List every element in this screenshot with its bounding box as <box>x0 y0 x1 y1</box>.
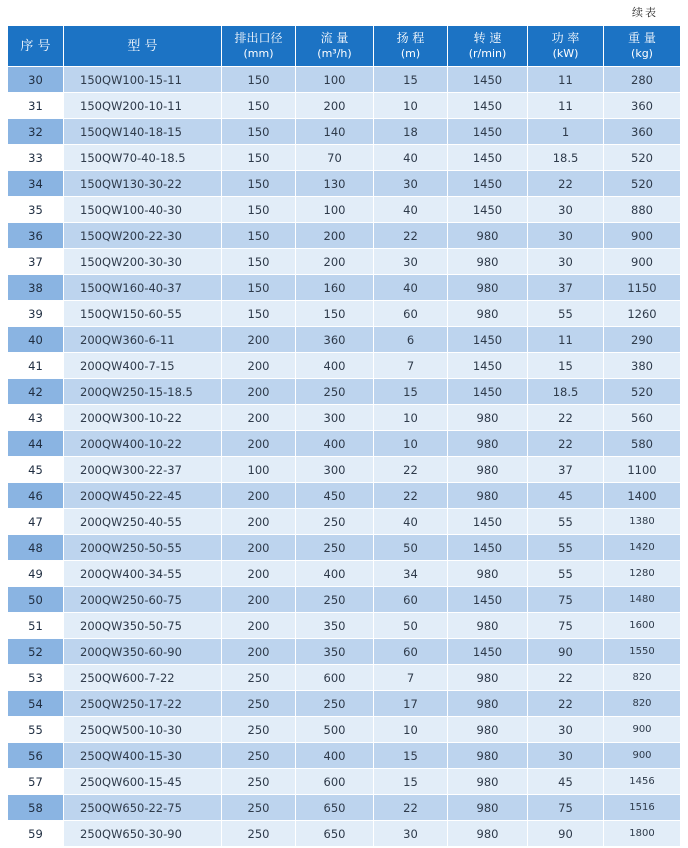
cell-outlet-diameter: 100 <box>222 457 296 483</box>
cell-flow: 150 <box>296 301 374 327</box>
table-row <box>8 327 680 353</box>
cell-power: 22 <box>528 665 604 691</box>
cell-power: 30 <box>528 249 604 275</box>
cell-flow: 200 <box>296 93 374 119</box>
cell-weight: 1480 <box>604 587 680 613</box>
cell-flow: 250 <box>296 691 374 717</box>
cell-speed: 980 <box>448 613 528 639</box>
cell-power: 30 <box>528 197 604 223</box>
cell-head: 30 <box>374 249 448 275</box>
cell-speed: 980 <box>448 275 528 301</box>
table-row <box>8 223 680 249</box>
cell-head: 40 <box>374 275 448 301</box>
header-model: 型 号 <box>64 26 222 67</box>
cell-outlet-diameter: 150 <box>222 223 296 249</box>
cell-index: 55 <box>8 717 64 743</box>
cell-speed: 980 <box>448 431 528 457</box>
cell-flow: 140 <box>296 119 374 145</box>
cell-index: 59 <box>8 821 64 847</box>
cell-flow: 200 <box>296 223 374 249</box>
cell-flow: 250 <box>296 509 374 535</box>
cell-outlet-diameter: 150 <box>222 197 296 223</box>
cell-outlet-diameter: 200 <box>222 535 296 561</box>
cell-index: 53 <box>8 665 64 691</box>
cell-weight: 1280 <box>604 561 680 587</box>
table-row <box>8 821 680 847</box>
cell-outlet-diameter: 250 <box>222 665 296 691</box>
cell-head: 60 <box>374 639 448 665</box>
cell-weight: 880 <box>604 197 680 223</box>
cell-power: 22 <box>528 405 604 431</box>
cell-speed: 980 <box>448 483 528 509</box>
cell-head: 40 <box>374 197 448 223</box>
cell-head: 7 <box>374 665 448 691</box>
cell-weight: 560 <box>604 405 680 431</box>
cell-model: 150QW130-30-22 <box>64 171 222 197</box>
header-flow: 流 量 (m³/h) <box>296 26 374 67</box>
cell-power: 30 <box>528 717 604 743</box>
table-row <box>8 743 680 769</box>
cell-power: 11 <box>528 327 604 353</box>
cell-outlet-diameter: 200 <box>222 327 296 353</box>
cell-speed: 1450 <box>448 145 528 171</box>
cell-model: 250QW650-30-90 <box>64 821 222 847</box>
cell-speed: 1450 <box>448 379 528 405</box>
cell-head: 15 <box>374 769 448 795</box>
cell-model: 150QW200-10-11 <box>64 93 222 119</box>
cell-flow: 250 <box>296 379 374 405</box>
cell-power: 75 <box>528 613 604 639</box>
cell-outlet-diameter: 200 <box>222 587 296 613</box>
cell-power: 75 <box>528 795 604 821</box>
cell-flow: 200 <box>296 249 374 275</box>
cell-weight: 360 <box>604 93 680 119</box>
cell-head: 10 <box>374 405 448 431</box>
table-row <box>8 483 680 509</box>
cell-weight: 360 <box>604 119 680 145</box>
cell-index: 38 <box>8 275 64 301</box>
cell-model: 250QW600-7-22 <box>64 665 222 691</box>
cell-flow: 70 <box>296 145 374 171</box>
cell-outlet-diameter: 200 <box>222 405 296 431</box>
table-row <box>8 249 680 275</box>
cell-index: 57 <box>8 769 64 795</box>
cell-model: 250QW600-15-45 <box>64 769 222 795</box>
cell-outlet-diameter: 200 <box>222 561 296 587</box>
cell-power: 37 <box>528 275 604 301</box>
cell-outlet-diameter: 250 <box>222 743 296 769</box>
cell-speed: 980 <box>448 457 528 483</box>
cell-model: 250QW250-17-22 <box>64 691 222 717</box>
cell-model: 200QW400-34-55 <box>64 561 222 587</box>
cell-index: 44 <box>8 431 64 457</box>
cell-flow: 400 <box>296 743 374 769</box>
cell-power: 1 <box>528 119 604 145</box>
table-row <box>8 431 680 457</box>
cell-model: 150QW100-15-11 <box>64 67 222 93</box>
cell-index: 49 <box>8 561 64 587</box>
cell-weight: 290 <box>604 327 680 353</box>
cell-index: 46 <box>8 483 64 509</box>
cell-outlet-diameter: 200 <box>222 353 296 379</box>
cell-weight: 820 <box>604 665 680 691</box>
cell-weight: 1150 <box>604 275 680 301</box>
cell-head: 60 <box>374 301 448 327</box>
cell-power: 15 <box>528 353 604 379</box>
table-row <box>8 535 680 561</box>
cell-index: 54 <box>8 691 64 717</box>
cell-model: 200QW400-7-15 <box>64 353 222 379</box>
table-row <box>8 457 680 483</box>
cell-index: 36 <box>8 223 64 249</box>
cell-speed: 980 <box>448 795 528 821</box>
table-row <box>8 145 680 171</box>
cell-head: 15 <box>374 379 448 405</box>
cell-outlet-diameter: 150 <box>222 67 296 93</box>
cell-index: 52 <box>8 639 64 665</box>
cell-flow: 160 <box>296 275 374 301</box>
cell-head: 34 <box>374 561 448 587</box>
table-row <box>8 691 680 717</box>
cell-weight: 1550 <box>604 639 680 665</box>
cell-model: 200QW360-6-11 <box>64 327 222 353</box>
cell-outlet-diameter: 250 <box>222 691 296 717</box>
cell-outlet-diameter: 250 <box>222 795 296 821</box>
cell-model: 200QW350-50-75 <box>64 613 222 639</box>
cell-weight: 1380 <box>604 509 680 535</box>
cell-flow: 350 <box>296 613 374 639</box>
cell-outlet-diameter: 200 <box>222 483 296 509</box>
cell-flow: 400 <box>296 561 374 587</box>
table-row <box>8 301 680 327</box>
cell-power: 11 <box>528 67 604 93</box>
cell-model: 200QW250-50-55 <box>64 535 222 561</box>
cell-speed: 1450 <box>448 327 528 353</box>
cell-outlet-diameter: 250 <box>222 821 296 847</box>
cell-speed: 1450 <box>448 171 528 197</box>
cell-speed: 980 <box>448 665 528 691</box>
cell-index: 35 <box>8 197 64 223</box>
cell-outlet-diameter: 250 <box>222 769 296 795</box>
cell-power: 22 <box>528 171 604 197</box>
cell-index: 31 <box>8 93 64 119</box>
cell-index: 56 <box>8 743 64 769</box>
cell-speed: 980 <box>448 249 528 275</box>
cell-outlet-diameter: 150 <box>222 171 296 197</box>
cell-weight: 900 <box>604 249 680 275</box>
cell-head: 22 <box>374 223 448 249</box>
cell-model: 150QW200-22-30 <box>64 223 222 249</box>
cell-flow: 650 <box>296 821 374 847</box>
cell-flow: 250 <box>296 587 374 613</box>
cell-power: 55 <box>528 509 604 535</box>
cell-head: 60 <box>374 587 448 613</box>
cell-outlet-diameter: 250 <box>222 717 296 743</box>
cell-model: 150QW100-40-30 <box>64 197 222 223</box>
cell-head: 10 <box>374 93 448 119</box>
cell-model: 150QW150-60-55 <box>64 301 222 327</box>
cell-power: 30 <box>528 743 604 769</box>
cell-head: 40 <box>374 509 448 535</box>
cell-index: 39 <box>8 301 64 327</box>
cell-index: 47 <box>8 509 64 535</box>
cell-index: 51 <box>8 613 64 639</box>
cell-model: 250QW650-22-75 <box>64 795 222 821</box>
cell-power: 90 <box>528 821 604 847</box>
cell-head: 10 <box>374 431 448 457</box>
cell-index: 33 <box>8 145 64 171</box>
cell-speed: 1450 <box>448 67 528 93</box>
cell-flow: 300 <box>296 405 374 431</box>
cell-weight: 900 <box>604 717 680 743</box>
cell-model: 200QW250-15-18.5 <box>64 379 222 405</box>
cell-speed: 1450 <box>448 587 528 613</box>
cell-outlet-diameter: 200 <box>222 379 296 405</box>
cell-weight: 380 <box>604 353 680 379</box>
table-row <box>8 509 680 535</box>
cell-index: 30 <box>8 67 64 93</box>
cell-power: 18.5 <box>528 379 604 405</box>
cell-outlet-diameter: 150 <box>222 301 296 327</box>
cell-model: 200QW350-60-90 <box>64 639 222 665</box>
cell-weight: 820 <box>604 691 680 717</box>
cell-weight: 520 <box>604 145 680 171</box>
cell-model: 200QW300-10-22 <box>64 405 222 431</box>
cell-outlet-diameter: 150 <box>222 119 296 145</box>
cell-speed: 1450 <box>448 197 528 223</box>
cell-weight: 580 <box>604 431 680 457</box>
cell-model: 200QW250-60-75 <box>64 587 222 613</box>
cell-flow: 500 <box>296 717 374 743</box>
cell-weight: 1600 <box>604 613 680 639</box>
pump-spec-table <box>8 26 680 847</box>
cell-flow: 400 <box>296 353 374 379</box>
header-index: 序 号 <box>8 26 64 67</box>
table-row <box>8 119 680 145</box>
table-header-row <box>8 26 680 67</box>
cell-speed: 980 <box>448 769 528 795</box>
cell-model: 150QW160-40-37 <box>64 275 222 301</box>
cell-flow: 300 <box>296 457 374 483</box>
cell-weight: 1516 <box>604 795 680 821</box>
table-row <box>8 665 680 691</box>
cell-speed: 980 <box>448 691 528 717</box>
cell-head: 7 <box>374 353 448 379</box>
cell-index: 45 <box>8 457 64 483</box>
cell-weight: 1800 <box>604 821 680 847</box>
cell-model: 150QW140-18-15 <box>64 119 222 145</box>
cell-outlet-diameter: 200 <box>222 431 296 457</box>
cell-speed: 1450 <box>448 93 528 119</box>
cell-head: 17 <box>374 691 448 717</box>
cell-speed: 980 <box>448 301 528 327</box>
cell-power: 11 <box>528 93 604 119</box>
cell-head: 22 <box>374 457 448 483</box>
cell-head: 40 <box>374 145 448 171</box>
table-row <box>8 405 680 431</box>
cell-flow: 100 <box>296 67 374 93</box>
cell-model: 250QW500-10-30 <box>64 717 222 743</box>
table-row <box>8 353 680 379</box>
table-row <box>8 67 680 93</box>
cell-speed: 980 <box>448 561 528 587</box>
cell-model: 200QW250-40-55 <box>64 509 222 535</box>
cell-power: 55 <box>528 535 604 561</box>
cell-head: 15 <box>374 743 448 769</box>
cell-index: 48 <box>8 535 64 561</box>
cell-head: 30 <box>374 171 448 197</box>
cell-weight: 1100 <box>604 457 680 483</box>
cell-head: 30 <box>374 821 448 847</box>
cell-head: 50 <box>374 535 448 561</box>
cell-index: 32 <box>8 119 64 145</box>
cell-head: 10 <box>374 717 448 743</box>
cell-weight: 520 <box>604 171 680 197</box>
cell-weight: 1260 <box>604 301 680 327</box>
cell-power: 75 <box>528 587 604 613</box>
table-row <box>8 197 680 223</box>
header-outlet-diameter: 排出口径 (mm) <box>222 26 296 67</box>
cell-index: 34 <box>8 171 64 197</box>
table-row <box>8 613 680 639</box>
table-row <box>8 379 680 405</box>
cell-index: 41 <box>8 353 64 379</box>
cell-speed: 1450 <box>448 119 528 145</box>
cell-index: 50 <box>8 587 64 613</box>
cell-power: 90 <box>528 639 604 665</box>
cell-weight: 1400 <box>604 483 680 509</box>
cell-head: 50 <box>374 613 448 639</box>
cell-weight: 1456 <box>604 769 680 795</box>
cell-flow: 650 <box>296 795 374 821</box>
cell-speed: 1450 <box>448 509 528 535</box>
cell-index: 43 <box>8 405 64 431</box>
table-caption: 续表 <box>632 6 658 19</box>
cell-speed: 980 <box>448 743 528 769</box>
table-row <box>8 769 680 795</box>
cell-head: 18 <box>374 119 448 145</box>
cell-flow: 450 <box>296 483 374 509</box>
cell-head: 15 <box>374 67 448 93</box>
cell-index: 42 <box>8 379 64 405</box>
cell-outlet-diameter: 200 <box>222 509 296 535</box>
cell-index: 40 <box>8 327 64 353</box>
cell-speed: 1450 <box>448 639 528 665</box>
cell-flow: 250 <box>296 535 374 561</box>
table-row <box>8 93 680 119</box>
table-row <box>8 639 680 665</box>
cell-flow: 600 <box>296 769 374 795</box>
cell-power: 30 <box>528 223 604 249</box>
cell-speed: 980 <box>448 821 528 847</box>
cell-outlet-diameter: 200 <box>222 639 296 665</box>
cell-speed: 980 <box>448 223 528 249</box>
cell-weight: 900 <box>604 743 680 769</box>
cell-model: 150QW70-40-18.5 <box>64 145 222 171</box>
header-weight: 重 量 (kg) <box>604 26 680 67</box>
cell-outlet-diameter: 150 <box>222 249 296 275</box>
cell-speed: 1450 <box>448 353 528 379</box>
cell-weight: 900 <box>604 223 680 249</box>
cell-weight: 520 <box>604 379 680 405</box>
header-head: 扬 程 (m) <box>374 26 448 67</box>
cell-power: 37 <box>528 457 604 483</box>
cell-index: 37 <box>8 249 64 275</box>
cell-power: 22 <box>528 431 604 457</box>
cell-outlet-diameter: 150 <box>222 93 296 119</box>
cell-power: 22 <box>528 691 604 717</box>
cell-power: 45 <box>528 483 604 509</box>
cell-power: 55 <box>528 301 604 327</box>
cell-outlet-diameter: 150 <box>222 145 296 171</box>
cell-model: 200QW450-22-45 <box>64 483 222 509</box>
cell-power: 45 <box>528 769 604 795</box>
table-row <box>8 171 680 197</box>
table-row <box>8 275 680 301</box>
cell-speed: 980 <box>448 717 528 743</box>
cell-model: 150QW200-30-30 <box>64 249 222 275</box>
cell-head: 6 <box>374 327 448 353</box>
cell-flow: 600 <box>296 665 374 691</box>
cell-weight: 1420 <box>604 535 680 561</box>
cell-model: 200QW400-10-22 <box>64 431 222 457</box>
cell-speed: 1450 <box>448 535 528 561</box>
cell-speed: 980 <box>448 405 528 431</box>
cell-flow: 400 <box>296 431 374 457</box>
table-row <box>8 561 680 587</box>
table-row <box>8 717 680 743</box>
cell-flow: 350 <box>296 639 374 665</box>
table-row <box>8 587 680 613</box>
cell-flow: 360 <box>296 327 374 353</box>
cell-index: 58 <box>8 795 64 821</box>
cell-head: 22 <box>374 483 448 509</box>
header-power: 功 率 (kW) <box>528 26 604 67</box>
cell-weight: 280 <box>604 67 680 93</box>
cell-outlet-diameter: 150 <box>222 275 296 301</box>
cell-power: 18.5 <box>528 145 604 171</box>
header-speed: 转 速 (r/min) <box>448 26 528 67</box>
cell-model: 200QW300-22-37 <box>64 457 222 483</box>
cell-model: 250QW400-15-30 <box>64 743 222 769</box>
cell-flow: 130 <box>296 171 374 197</box>
cell-flow: 100 <box>296 197 374 223</box>
cell-head: 22 <box>374 795 448 821</box>
table-row <box>8 795 680 821</box>
cell-outlet-diameter: 200 <box>222 613 296 639</box>
cell-power: 55 <box>528 561 604 587</box>
